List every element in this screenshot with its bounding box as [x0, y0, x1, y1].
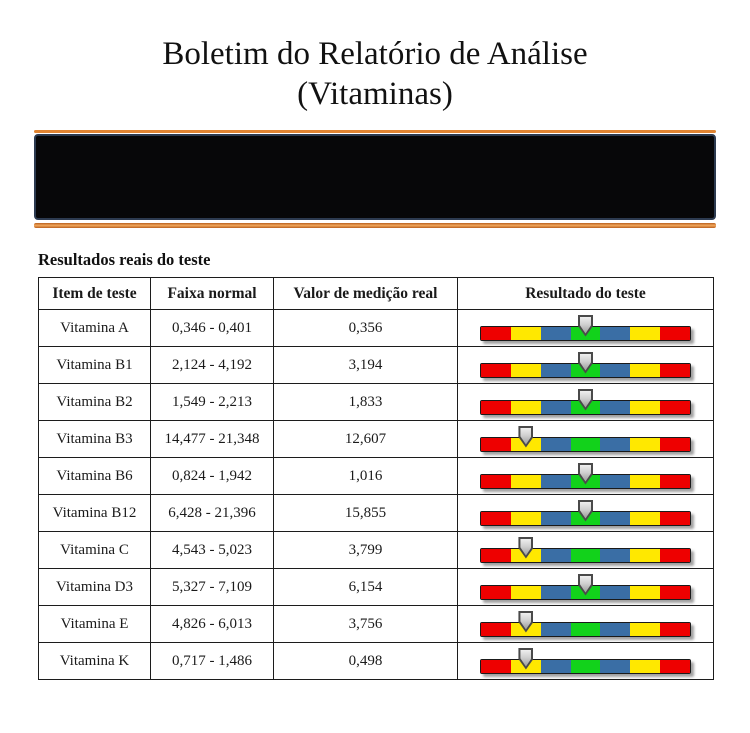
bar-segment — [511, 401, 541, 414]
results-table — [38, 277, 714, 680]
bar-segment — [660, 364, 690, 377]
test-item-cell — [39, 347, 151, 384]
test-item-cell — [39, 606, 151, 643]
measured-value-cell — [274, 310, 458, 347]
bar-segment — [481, 623, 511, 636]
bar-segment — [600, 623, 630, 636]
normal-range-value: 0,346 - 0,401 — [172, 319, 252, 336]
page-title-line1: Boletim do Relatório de Análise — [162, 36, 588, 72]
test-item-label: Vitamina C — [60, 541, 129, 558]
measured-value-cell — [274, 569, 458, 606]
test-item-label: Vitamina D3 — [56, 578, 133, 595]
table-row — [39, 495, 714, 532]
bar-segment — [630, 623, 660, 636]
test-item-label: Vitamina K — [59, 652, 130, 669]
measured-value: 15,855 — [344, 504, 387, 521]
measured-value-cell — [274, 421, 458, 458]
table-row — [39, 606, 714, 643]
bar-segment — [541, 660, 571, 673]
down-arrow-marker-fill — [520, 650, 531, 667]
result-indicator-bar — [480, 474, 691, 489]
bar-segment — [511, 512, 541, 525]
measured-value: 6,154 — [348, 578, 383, 595]
normal-range-value: 14,477 - 21,348 — [164, 430, 260, 447]
bar-segment — [571, 660, 601, 673]
normal-range-cell — [151, 495, 274, 532]
measured-value: 1,016 — [348, 467, 383, 484]
bar-segment — [571, 623, 601, 636]
measured-value-cell — [274, 347, 458, 384]
section-heading: Resultados reais do teste — [38, 250, 211, 269]
measured-value: 0,356 — [348, 319, 383, 336]
page-title — [0, 34, 750, 114]
bar-segment — [541, 438, 571, 451]
test-result-cell — [458, 569, 714, 606]
result-indicator-bar — [480, 326, 691, 341]
test-result-cell — [458, 643, 714, 680]
measured-value-cell — [274, 458, 458, 495]
measured-value: 3,756 — [348, 615, 383, 632]
redacted-info-box — [34, 134, 716, 220]
measured-value-cell — [274, 532, 458, 569]
bar-segment — [511, 586, 541, 599]
normal-range-cell — [151, 606, 274, 643]
test-result-cell — [458, 606, 714, 643]
bar-segment — [541, 475, 571, 488]
normal-range-cell — [151, 532, 274, 569]
measured-value: 3,799 — [348, 541, 383, 558]
table-row — [39, 643, 714, 680]
down-arrow-marker-fill — [580, 391, 591, 408]
normal-range-cell — [151, 347, 274, 384]
test-result-cell — [458, 421, 714, 458]
bar-segment — [660, 475, 690, 488]
bar-segment — [600, 475, 630, 488]
bar-segment — [511, 327, 541, 340]
bar-segment — [600, 364, 630, 377]
table-row — [39, 347, 714, 384]
table-row — [39, 532, 714, 569]
bar-segment — [481, 438, 511, 451]
bar-segment — [541, 327, 571, 340]
test-item-label: Vitamina B3 — [56, 430, 133, 447]
bar-segment — [660, 401, 690, 414]
measured-value: 1,833 — [348, 393, 383, 410]
down-arrow-marker-fill — [580, 317, 591, 334]
bar-segment — [630, 475, 660, 488]
down-arrow-marker-fill — [580, 576, 591, 593]
test-item-cell — [39, 421, 151, 458]
down-arrow-marker-fill — [580, 354, 591, 371]
bar-segment — [481, 660, 511, 673]
result-indicator-bar — [480, 585, 691, 600]
bar-segment — [481, 512, 511, 525]
bar-segment — [660, 586, 690, 599]
bar-segment — [481, 364, 511, 377]
test-item-cell — [39, 643, 151, 680]
bar-segment — [481, 586, 511, 599]
table-row — [39, 569, 714, 606]
test-item-cell — [39, 495, 151, 532]
test-item-label: Vitamina A — [60, 319, 129, 336]
normal-range-value: 5,327 - 7,109 — [172, 578, 252, 595]
bar-segment — [630, 364, 660, 377]
bar-segment — [600, 327, 630, 340]
normal-range-value: 6,428 - 21,396 — [168, 504, 256, 521]
test-result-cell — [458, 347, 714, 384]
test-item-cell — [39, 384, 151, 421]
result-indicator-bar — [480, 400, 691, 415]
test-item-cell — [39, 569, 151, 606]
bar-segment — [630, 549, 660, 562]
measured-value-cell — [274, 606, 458, 643]
normal-range-cell — [151, 458, 274, 495]
measured-value-cell — [274, 495, 458, 532]
test-item-label: Vitamina E — [60, 615, 129, 632]
table-row — [39, 421, 714, 458]
header-measured-value: Valor de medição real — [274, 278, 458, 310]
down-arrow-marker-fill — [580, 502, 591, 519]
test-item-label: Vitamina B2 — [56, 393, 133, 410]
result-indicator-bar — [480, 511, 691, 526]
test-item-cell — [39, 532, 151, 569]
orange-rule-bottom — [34, 223, 716, 228]
bar-segment — [600, 660, 630, 673]
bar-segment — [481, 327, 511, 340]
down-arrow-marker-fill — [580, 465, 591, 482]
normal-range-value: 0,717 - 1,486 — [172, 652, 252, 669]
bar-segment — [541, 364, 571, 377]
bar-segment — [660, 660, 690, 673]
test-result-cell — [458, 384, 714, 421]
test-result-cell — [458, 310, 714, 347]
result-indicator-bar — [480, 548, 691, 563]
bar-segment — [541, 623, 571, 636]
orange-rule-top — [34, 130, 716, 133]
bar-segment — [481, 401, 511, 414]
table-row — [39, 384, 714, 421]
normal-range-value: 1,549 - 2,213 — [172, 393, 252, 410]
bar-segment — [630, 660, 660, 673]
header-test-item: Item de teste — [39, 278, 151, 310]
bar-segment — [630, 512, 660, 525]
bar-segment — [600, 401, 630, 414]
normal-range-value: 0,824 - 1,942 — [172, 467, 252, 484]
bar-segment — [600, 586, 630, 599]
normal-range-cell — [151, 643, 274, 680]
banner — [34, 130, 716, 228]
bar-segment — [511, 364, 541, 377]
normal-range-value: 4,826 - 6,013 — [172, 615, 252, 632]
bar-segment — [660, 327, 690, 340]
measured-value-cell — [274, 643, 458, 680]
bar-segment — [600, 438, 630, 451]
test-result-cell — [458, 458, 714, 495]
down-arrow-marker-fill — [520, 539, 531, 556]
test-item-cell — [39, 458, 151, 495]
bar-segment — [541, 401, 571, 414]
bar-segment — [630, 327, 660, 340]
header-test-result: Resultado do teste — [458, 278, 714, 310]
bar-segment — [481, 549, 511, 562]
test-item-cell — [39, 310, 151, 347]
bar-segment — [600, 549, 630, 562]
measured-value: 12,607 — [344, 430, 387, 447]
bar-segment — [541, 512, 571, 525]
bar-segment — [511, 475, 541, 488]
bar-segment — [660, 549, 690, 562]
measured-value: 3,194 — [348, 356, 383, 373]
result-indicator-bar — [480, 622, 691, 637]
bar-segment — [481, 475, 511, 488]
table-header-row — [39, 278, 714, 310]
down-arrow-marker-fill — [520, 613, 531, 630]
bar-segment — [660, 623, 690, 636]
down-arrow-marker-fill — [520, 428, 531, 445]
normal-range-value: 2,124 - 4,192 — [172, 356, 252, 373]
normal-range-cell — [151, 569, 274, 606]
result-indicator-bar — [480, 659, 691, 674]
bar-segment — [630, 401, 660, 414]
test-result-cell — [458, 495, 714, 532]
normal-range-cell — [151, 310, 274, 347]
measured-value-cell — [274, 384, 458, 421]
test-item-label: Vitamina B6 — [56, 467, 133, 484]
bar-segment — [660, 438, 690, 451]
result-indicator-bar — [480, 363, 691, 378]
bar-segment — [630, 586, 660, 599]
normal-range-value: 4,543 - 5,023 — [172, 541, 252, 558]
result-indicator-bar — [480, 437, 691, 452]
page-title-line2: (Vitaminas) — [297, 76, 453, 112]
bar-segment — [600, 512, 630, 525]
test-item-label: Vitamina B12 — [52, 504, 137, 521]
test-item-label: Vitamina B1 — [56, 356, 133, 373]
normal-range-cell — [151, 421, 274, 458]
bar-segment — [541, 586, 571, 599]
normal-range-cell — [151, 384, 274, 421]
measured-value: 0,498 — [348, 652, 383, 669]
bar-segment — [571, 549, 601, 562]
test-result-cell — [458, 532, 714, 569]
table-row — [39, 310, 714, 347]
table-row — [39, 458, 714, 495]
bar-segment — [630, 438, 660, 451]
bar-segment — [660, 512, 690, 525]
bar-segment — [571, 438, 601, 451]
header-normal-range: Faixa normal — [151, 278, 274, 310]
bar-segment — [541, 549, 571, 562]
